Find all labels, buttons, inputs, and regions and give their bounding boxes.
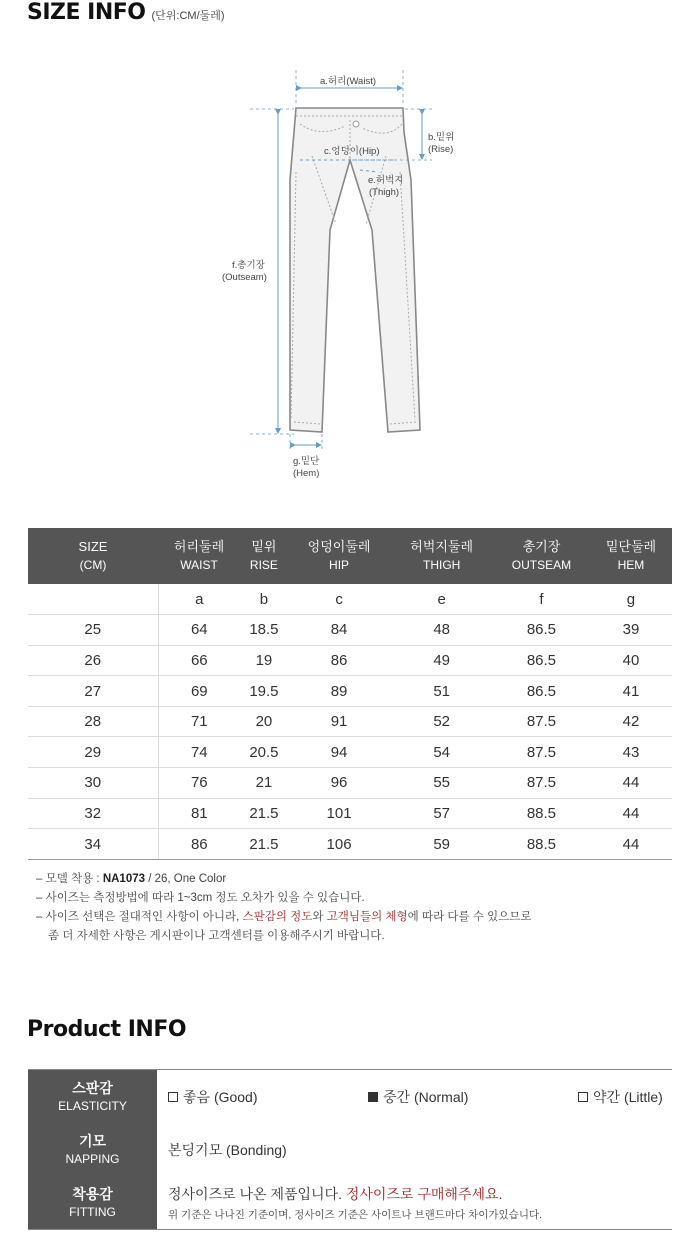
table-cell: 42 bbox=[590, 706, 672, 737]
fitting-row bbox=[28, 1176, 672, 1229]
table-cell: 106 bbox=[288, 829, 391, 860]
size-info-title: SIZE INFO bbox=[27, 0, 146, 25]
pants-measurement-diagram bbox=[0, 60, 700, 490]
table-cell: 54 bbox=[390, 737, 493, 768]
table-cell: 59 bbox=[390, 829, 493, 860]
table-cell: e bbox=[390, 584, 493, 615]
table-cell: 48 bbox=[390, 615, 493, 646]
checkbox-filled-icon bbox=[368, 1092, 378, 1102]
table-cell: 89 bbox=[288, 676, 391, 707]
table-cell: 44 bbox=[590, 829, 672, 860]
model-note: – 모델 착용 : NA1073 / 26, One Color bbox=[36, 873, 227, 885]
header-size: SIZE (CM) bbox=[28, 528, 158, 584]
table-cell: 84 bbox=[288, 615, 391, 646]
table-cell: 88.5 bbox=[493, 829, 590, 860]
table-cell: 86.5 bbox=[493, 676, 590, 707]
table-cell: 87.5 bbox=[493, 706, 590, 737]
header-hip: 엉덩이둘레 HIP bbox=[288, 528, 391, 584]
checkbox-empty-icon bbox=[168, 1092, 178, 1102]
product-info-table bbox=[28, 1069, 672, 1230]
table-cell: 64 bbox=[158, 615, 240, 646]
size-table-header bbox=[28, 528, 672, 584]
elasticity-row bbox=[28, 1070, 672, 1123]
table-cell: 34 bbox=[28, 829, 158, 860]
table-cell: 88.5 bbox=[493, 798, 590, 829]
checkbox-empty-icon bbox=[578, 1092, 588, 1102]
outseam-label-en: (Outseam) bbox=[222, 272, 267, 283]
table-row bbox=[28, 615, 672, 646]
table-cell: 74 bbox=[158, 737, 240, 768]
table-row bbox=[28, 676, 672, 707]
table-cell: 96 bbox=[288, 768, 391, 799]
hip-label: c.엉덩이(Hip) bbox=[324, 146, 380, 157]
table-cell: 86 bbox=[288, 645, 391, 676]
model-code: NA1073 bbox=[102, 873, 146, 885]
contact-note: 좀 더 자세한 사항은 게시판이나 고객센터를 이용해주시기 바랍니다. bbox=[48, 930, 385, 942]
selection-note: – 사이즈 선택은 절대적인 사항이 아니라, 스판감의 정도와 고객님들의 체형에 따라 다를 수 있으므로 bbox=[36, 911, 532, 923]
elasticity-option-normal: 중간 (Normal) bbox=[368, 1087, 578, 1107]
size-notes bbox=[36, 870, 532, 946]
table-cell: 94 bbox=[288, 737, 391, 768]
table-cell: c bbox=[288, 584, 391, 615]
table-cell: 43 bbox=[590, 737, 672, 768]
pants-illustration bbox=[0, 60, 700, 490]
fitting-main-text: 정사이즈로 나온 제품입니다. 정사이즈로 구매해주세요. bbox=[168, 1185, 503, 1202]
table-cell: 52 bbox=[390, 706, 493, 737]
fitting-value bbox=[157, 1176, 672, 1229]
table-cell: 55 bbox=[390, 768, 493, 799]
table-cell: a bbox=[158, 584, 240, 615]
table-cell: g bbox=[590, 584, 672, 615]
elasticity-option-little: 약간 (Little) bbox=[578, 1087, 663, 1107]
table-cell: 30 bbox=[28, 768, 158, 799]
table-cell: 25 bbox=[28, 615, 158, 646]
elasticity-header: 스판감 ELASTICITY bbox=[28, 1070, 157, 1123]
hem-label-ko: g.밑단 bbox=[293, 456, 320, 467]
table-cell: 21.5 bbox=[240, 798, 288, 829]
tolerance-note: – 사이즈는 측정방법에 따라 1~3cm 정도 오차가 있을 수 있습니다. bbox=[36, 892, 365, 904]
table-cell: 29 bbox=[28, 737, 158, 768]
table-cell: 57 bbox=[390, 798, 493, 829]
table-cell: 69 bbox=[158, 676, 240, 707]
table-cell: 66 bbox=[158, 645, 240, 676]
elasticity-options bbox=[157, 1070, 672, 1123]
table-cell: 21 bbox=[240, 768, 288, 799]
table-cell: b bbox=[240, 584, 288, 615]
fitting-sub-text: 위 기준은 나나진 기준이며, 정사이즈 기준은 사이트나 브랜드마다 차이가있습니다. bbox=[168, 1208, 543, 1221]
thigh-label-en: (Thigh) bbox=[369, 187, 400, 198]
header-waist: 허리둘레 WAIST bbox=[158, 528, 240, 584]
napping-header: 기모 NAPPING bbox=[28, 1123, 157, 1176]
table-cell: 27 bbox=[28, 676, 158, 707]
table-cell: 39 bbox=[590, 615, 672, 646]
hem-label-en: (Hem) bbox=[293, 468, 320, 479]
table-cell: 26 bbox=[28, 645, 158, 676]
table-cell: 71 bbox=[158, 706, 240, 737]
header-rise: 밑위 RISE bbox=[240, 528, 288, 584]
table-row bbox=[28, 706, 672, 737]
size-info-unit: (단위:CM/둘레) bbox=[151, 10, 225, 22]
table-cell: 51 bbox=[390, 676, 493, 707]
table-cell: 19 bbox=[240, 645, 288, 676]
napping-value: 본딩기모 (Bonding) bbox=[168, 1141, 287, 1158]
table-row bbox=[28, 798, 672, 829]
table-cell: 20.5 bbox=[240, 737, 288, 768]
table-cell: 86.5 bbox=[493, 645, 590, 676]
table-cell: 86.5 bbox=[493, 615, 590, 646]
rise-label-ko: b.밑위 bbox=[428, 132, 455, 143]
header-outseam: 총기장 OUTSEAM bbox=[493, 528, 590, 584]
fitting-header: 착용감 FITTING bbox=[28, 1176, 157, 1229]
size-info-heading bbox=[27, 0, 225, 30]
table-cell: 44 bbox=[590, 798, 672, 829]
table-cell: 76 bbox=[158, 768, 240, 799]
table-row bbox=[28, 645, 672, 676]
table-cell: 87.5 bbox=[493, 737, 590, 768]
elasticity-option-good: 좋음 (Good) bbox=[168, 1087, 368, 1107]
table-cell: 91 bbox=[288, 706, 391, 737]
napping-row bbox=[28, 1123, 672, 1176]
table-row bbox=[28, 829, 672, 860]
waist-label: a.허리(Waist) bbox=[320, 76, 377, 87]
product-info-title: Product INFO bbox=[27, 1017, 187, 1042]
header-thigh: 허벅지둘레 THIGH bbox=[390, 528, 493, 584]
table-cell: 87.5 bbox=[493, 768, 590, 799]
table-cell: 101 bbox=[288, 798, 391, 829]
table-cell bbox=[28, 584, 158, 615]
table-cell: 40 bbox=[590, 645, 672, 676]
table-cell: 41 bbox=[590, 676, 672, 707]
table-cell: 18.5 bbox=[240, 615, 288, 646]
thigh-label-ko: e.허벅지 bbox=[368, 175, 404, 186]
table-cell: 81 bbox=[158, 798, 240, 829]
outseam-label-ko: f.총기장 bbox=[232, 260, 265, 271]
table-row bbox=[28, 768, 672, 799]
table-cell: 20 bbox=[240, 706, 288, 737]
table-cell: f bbox=[493, 584, 590, 615]
rise-label-en: (Rise) bbox=[428, 144, 454, 155]
measurement-letter-row bbox=[28, 584, 672, 615]
table-cell: 21.5 bbox=[240, 829, 288, 860]
size-table bbox=[28, 528, 672, 860]
table-row bbox=[28, 737, 672, 768]
table-cell: 44 bbox=[590, 768, 672, 799]
table-cell: 28 bbox=[28, 706, 158, 737]
table-cell: 49 bbox=[390, 645, 493, 676]
table-cell: 19.5 bbox=[240, 676, 288, 707]
table-cell: 32 bbox=[28, 798, 158, 829]
header-hem: 밑단둘레 HEM bbox=[590, 528, 672, 584]
table-cell: 86 bbox=[158, 829, 240, 860]
